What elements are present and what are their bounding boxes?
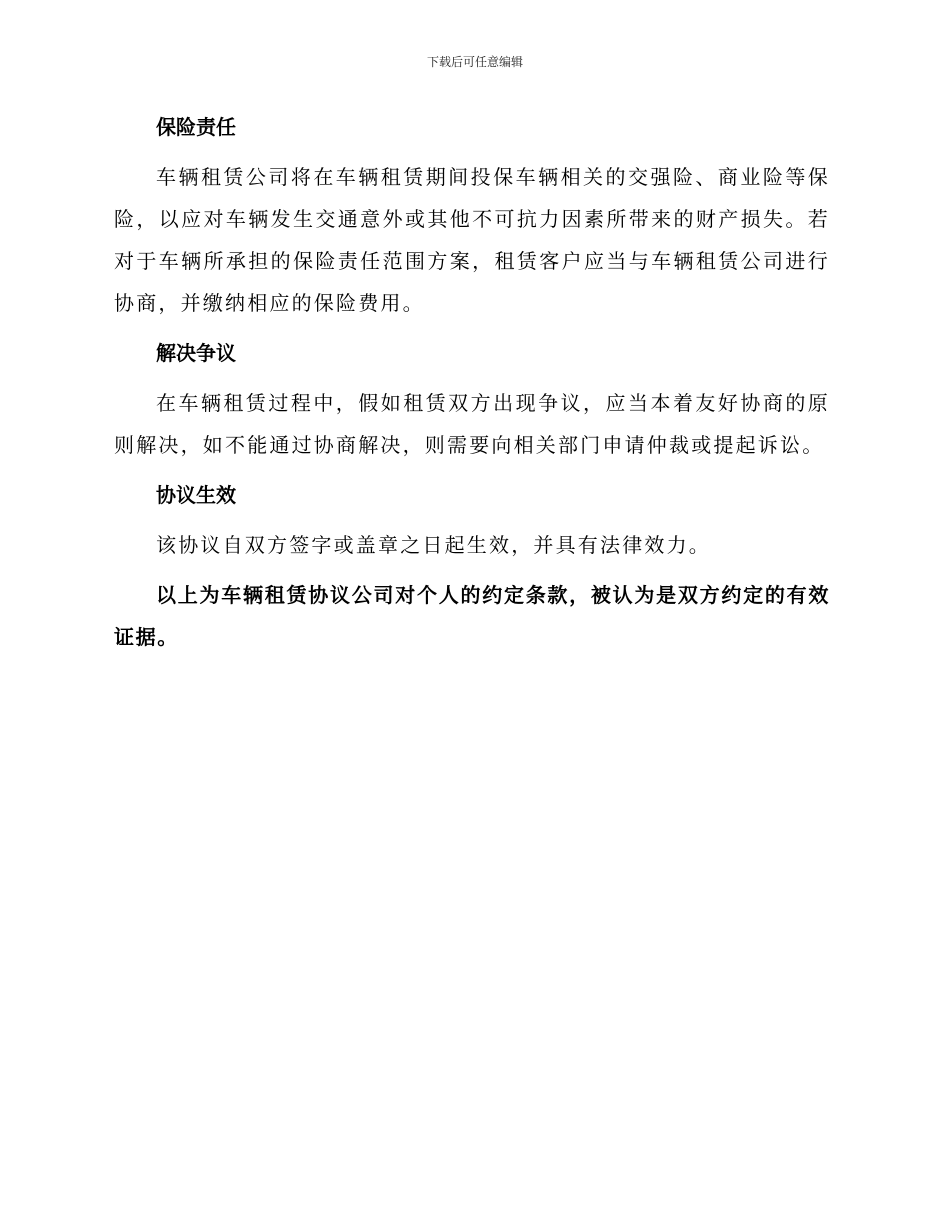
section-body-effect: 该协议自双方签字或盖章之日起生效，并具有法律效力。: [156, 533, 711, 557]
page-header: 下载后可任意编辑: [426, 55, 523, 69]
section-heading-insurance: 保险责任: [156, 115, 236, 139]
document-body: [114, 106, 830, 666]
section-heading-dispute: 解决争议: [156, 341, 236, 365]
section-body-insurance: 车辆租赁公司将在车辆租赁期间投保车辆相关的交强险、商业险等保险，以应对车辆发生交通意外或其他不可抗力因素所带来的财产损失。若对于车辆所承担的保险责任范围方案，租赁客户应当与车辆租赁公司进行协商，并缴纳相应的保险费用。: [114, 165, 830, 315]
section-heading-effect: 协议生效: [156, 483, 236, 507]
closing-statement: 以上为车辆租赁协议公司对个人的约定条款，被认为是双方约定的有效证据。: [114, 583, 830, 649]
section-body-dispute: 在车辆租赁过程中，假如租赁双方出现争议，应当本着友好协商的原则解决，如不能通过协商解决，则需要向相关部门申请仲裁或提起诉讼。: [114, 391, 830, 457]
